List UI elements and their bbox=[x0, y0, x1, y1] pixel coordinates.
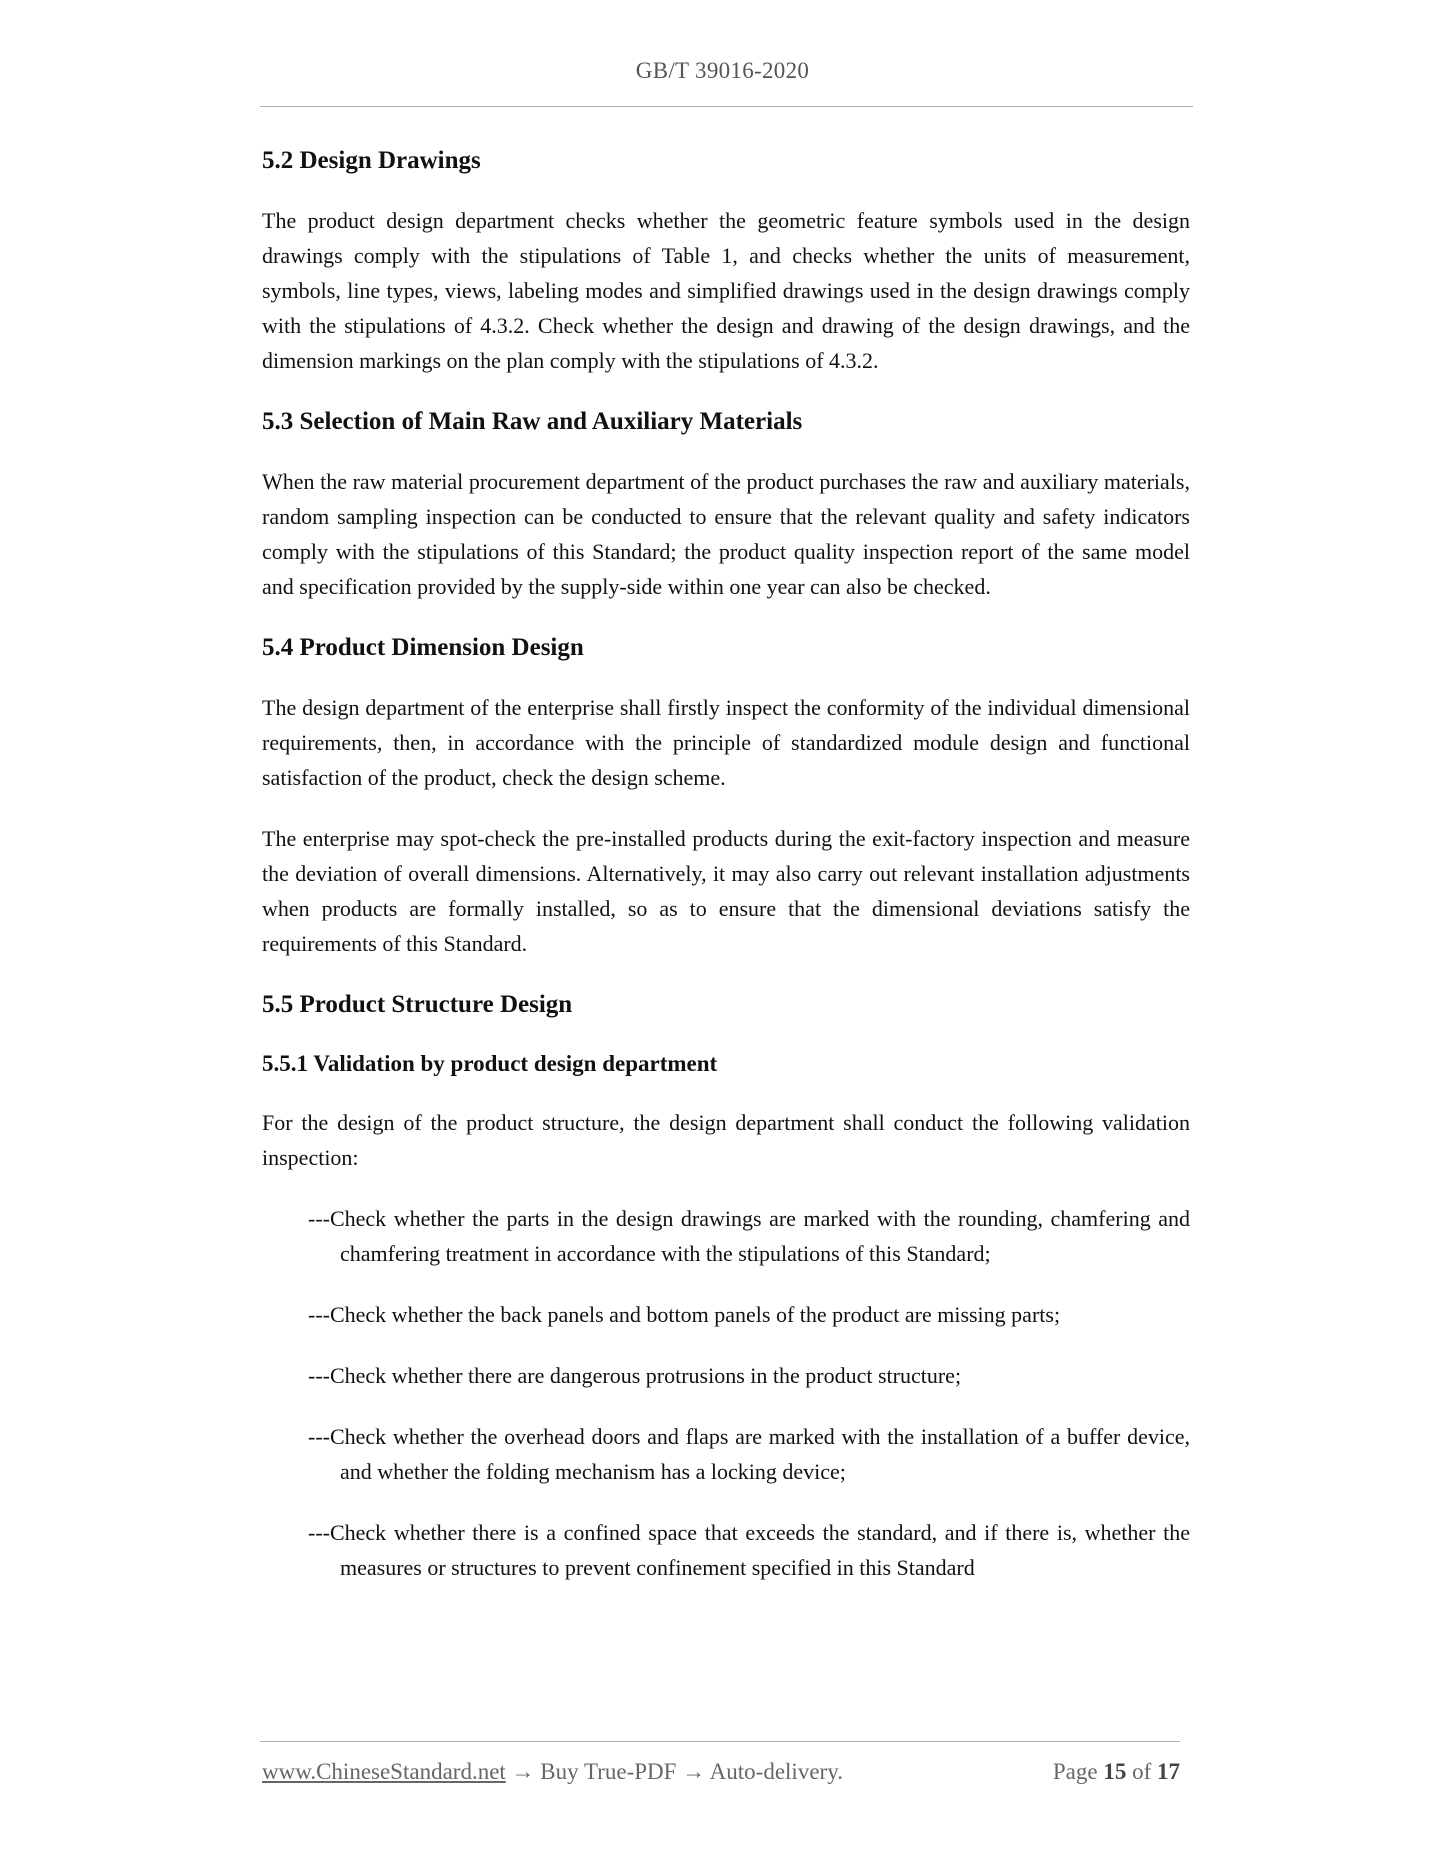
page-content bbox=[262, 143, 1190, 1611]
section-5-5-1-title: 5.5.1 Validation by product design department bbox=[262, 1051, 718, 1076]
section-5-5-title: 5.5 Product Structure Design bbox=[262, 991, 573, 1018]
footer-promo bbox=[262, 1759, 843, 1785]
checklist-item: ---Check whether there are dangerous protrusions in the product structure; bbox=[308, 1363, 962, 1388]
section-5-4-title: 5.4 Product Dimension Design bbox=[262, 634, 584, 661]
document-number-header: GB/T 39016-2020 bbox=[635, 58, 810, 83]
arrow-icon: → bbox=[682, 1759, 706, 1784]
section-5-3-paragraph: When the raw material procurement department of the product purchases the raw and auxiliary materials, random sampling inspection can be conducted to ensure that the relevant quality and safety indicators comply with the stipulations of this Standard; the product quality inspection report of the same model and specification provided by the supply-side within one year can also be checked. bbox=[262, 469, 1190, 599]
checklist-item: ---Check whether the overhead doors and flaps are marked with the installation of a buffer device, and whether the folding mechanism has a locking device; bbox=[308, 1424, 1190, 1484]
section-5-4-paragraph-2: The enterprise may spot-check the pre-installed products during the exit-factory inspection and measure the deviation of overall dimensions. Alternatively, it may also carry out relevant installation adjustments when products are formally installed, so as to ensure that the dimensional deviations satisfy the requirements of this Standard. bbox=[262, 826, 1190, 956]
page-indicator bbox=[1053, 1759, 1180, 1785]
section-5-4-paragraph-1: The design department of the enterprise shall firstly inspect the conformity of the individual dimensional requirements, then, in accordance with the principle of standardized module design and functional satisfaction of the product, check the design scheme. bbox=[262, 695, 1190, 790]
section-5-2-title: 5.2 Design Drawings bbox=[262, 147, 481, 174]
section-5-2-paragraph: The product design department checks whether the geometric feature symbols used in the design drawings comply with the stipulations of Table 1, and checks whether the units of measurement, symbols, line types, views, labeling modes and simplified drawings used in the design drawings comply with the stipulations of 4.3.2. Check whether the design and drawing of the design drawings, and the dimension markings on the plan comply with the stipulations of 4.3.2. bbox=[262, 208, 1190, 373]
header-divider bbox=[260, 106, 1193, 107]
section-5-5-1-intro: For the design of the product structure, the design department shall conduct the following validation inspection: bbox=[262, 1110, 1190, 1170]
current-page: 15 bbox=[1103, 1759, 1127, 1784]
page-label: Page bbox=[1052, 1759, 1098, 1784]
checklist-item: ---Check whether there is a confined space that exceeds the standard, and if there is, whether the measures or structures to prevent confinement specified in this Standard bbox=[308, 1520, 1190, 1580]
of-label: of bbox=[1132, 1759, 1152, 1784]
checklist-item: ---Check whether the back panels and bottom panels of the product are missing parts; bbox=[308, 1302, 1061, 1327]
site-link[interactable]: www.ChineseStandard.net bbox=[262, 1759, 506, 1784]
footer-divider bbox=[260, 1741, 1180, 1742]
delivery-text: Auto-delivery. bbox=[709, 1759, 843, 1784]
total-pages: 17 bbox=[1157, 1759, 1180, 1784]
arrow-icon: → bbox=[511, 1759, 535, 1784]
section-5-3-title: 5.3 Selection of Main Raw and Auxiliary Materials bbox=[262, 408, 803, 435]
checklist-item: ---Check whether the parts in the design drawings are marked with the rounding, chamfering and chamfering treatment in accordance with the stipulations of this Standard; bbox=[308, 1206, 1190, 1266]
buy-pdf-text: Buy True-PDF bbox=[540, 1759, 677, 1784]
